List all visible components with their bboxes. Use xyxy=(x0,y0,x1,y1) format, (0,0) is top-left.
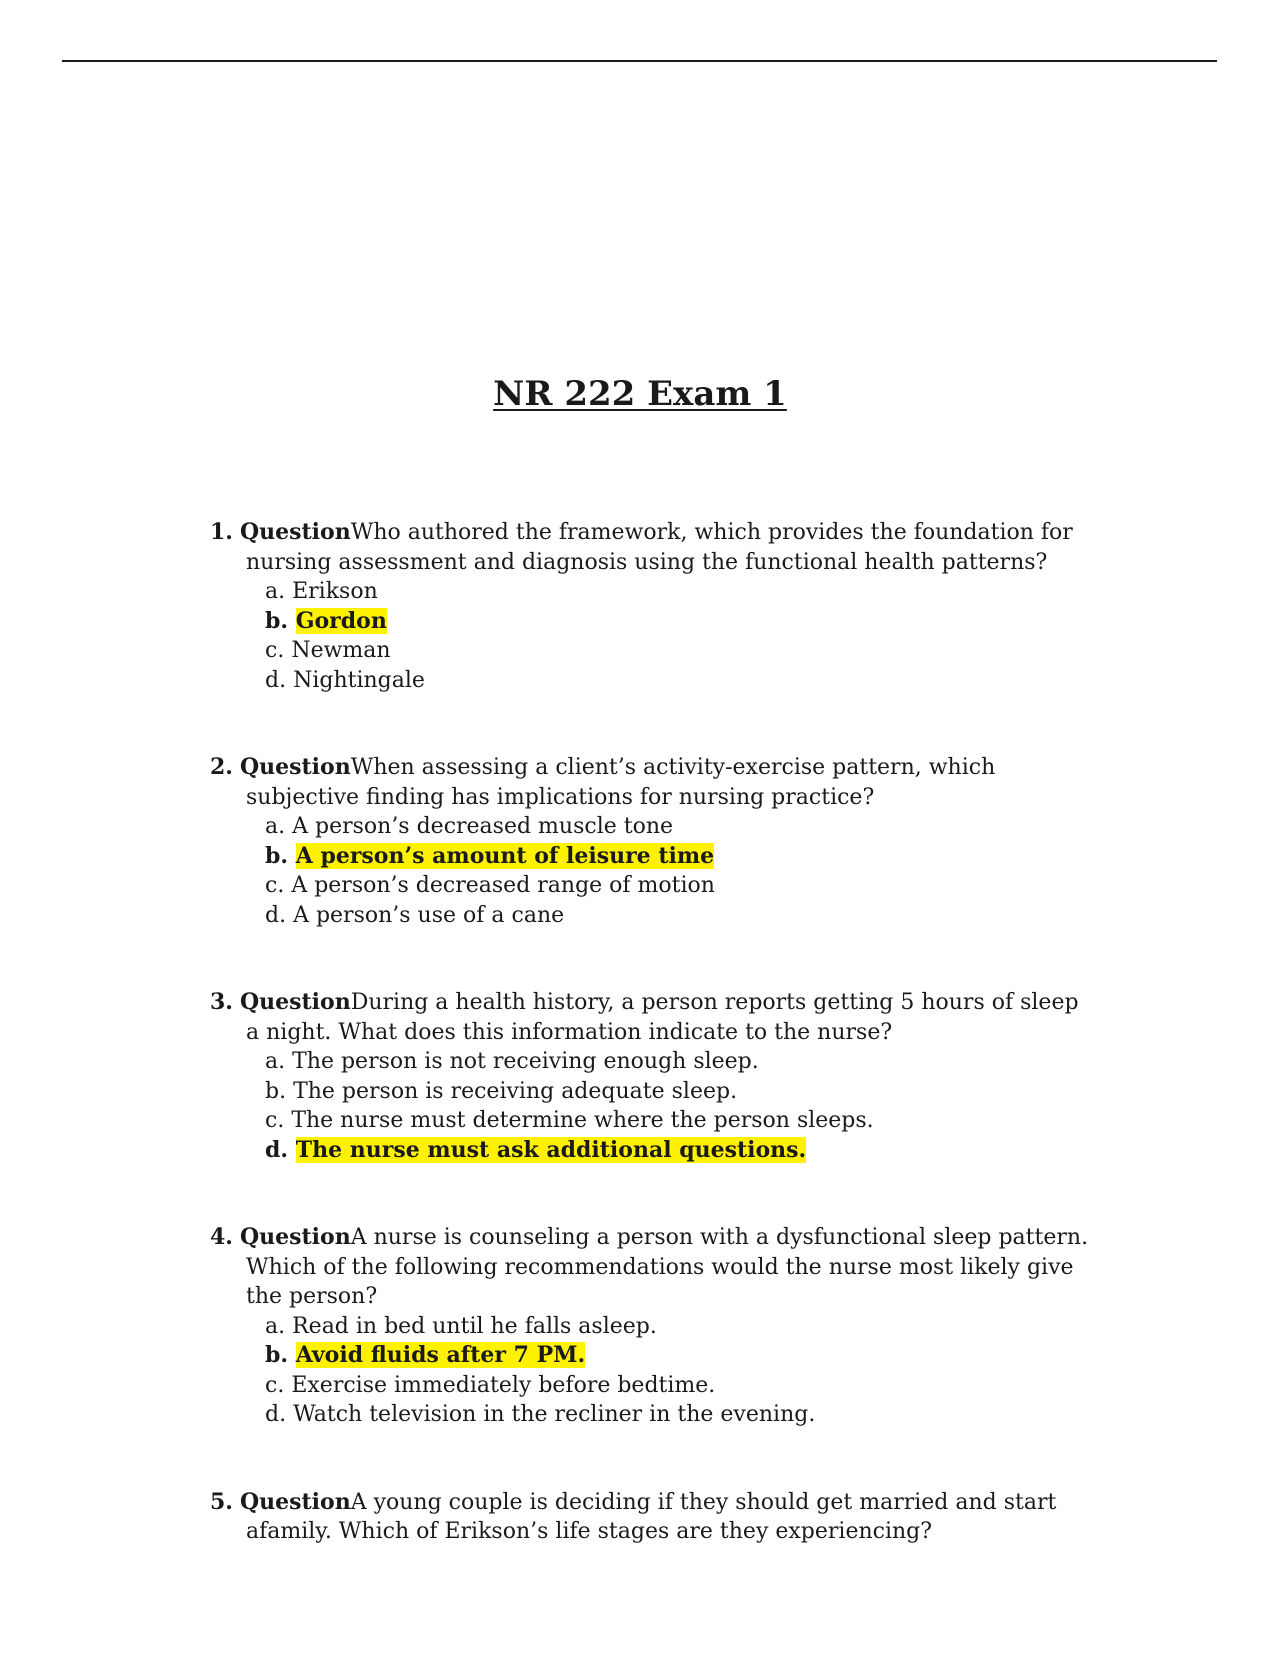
option-letter: c. xyxy=(265,1372,285,1398)
question-text: When assessing a client’s activity-exercise pattern, which subjective finding has implications for nursing practice? xyxy=(246,755,996,810)
option-letter: d. xyxy=(265,667,287,693)
answer-option xyxy=(265,577,1090,607)
question-stem xyxy=(210,1223,1090,1312)
question-text: A young couple is deciding if they should get married and start afamily. Which of Erikson’s life stages are they experiencing? xyxy=(246,1489,1057,1544)
option-text: Read in bed until he falls asleep. xyxy=(292,1313,657,1339)
answer-option xyxy=(265,1371,1090,1401)
answer-options xyxy=(210,577,1090,695)
question-1 xyxy=(210,518,1090,695)
question-stem xyxy=(210,753,1090,812)
page-title: NR 222 Exam 1 xyxy=(493,374,787,414)
question-number: 1. xyxy=(210,519,233,545)
answer-options xyxy=(210,812,1090,930)
option-letter: a. xyxy=(265,1313,286,1339)
option-letter: b. xyxy=(265,1078,287,1104)
option-letter: a. xyxy=(265,1049,286,1074)
option-letter: a. xyxy=(265,579,286,604)
option-text: The nurse must determine where the person sleeps. xyxy=(291,1108,874,1133)
option-letter: a. xyxy=(265,814,286,839)
answer-options xyxy=(210,1312,1090,1430)
question-label: Question xyxy=(239,519,351,545)
question-text: During a health history, a person reports getting 5 hours of sleep a night. What does this information indicate to the nurse? xyxy=(246,990,1079,1045)
highlighted-answer-text: Avoid fluids after 7 PM. xyxy=(295,1342,586,1368)
question-5 xyxy=(210,1488,1090,1547)
option-text: Exercise immediately before bedtime. xyxy=(291,1372,716,1398)
option-letter: d. xyxy=(265,1402,287,1427)
question-number: 2. xyxy=(210,754,233,780)
option-text: Newman xyxy=(291,638,391,663)
answer-option-correct xyxy=(265,1341,1090,1371)
answer-option xyxy=(265,1400,1090,1430)
answer-option xyxy=(265,1047,1090,1077)
answer-option-correct xyxy=(265,842,1090,872)
option-text: A person’s decreased muscle tone xyxy=(292,814,674,839)
question-label: Question xyxy=(239,989,351,1015)
question-stem xyxy=(210,988,1090,1047)
question-label: Question xyxy=(239,1224,351,1250)
option-letter: d. xyxy=(265,902,287,928)
highlighted-answer-text: Gordon xyxy=(295,607,387,634)
option-text: A person’s use of a cane xyxy=(293,902,565,928)
option-letter: b. xyxy=(265,607,289,634)
answer-options xyxy=(210,1047,1090,1165)
highlighted-answer-text: The nurse must ask additional questions. xyxy=(295,1136,807,1163)
answer-option xyxy=(265,636,1090,666)
option-text: Nightingale xyxy=(293,667,425,693)
question-number: 4. xyxy=(210,1224,233,1250)
answer-option xyxy=(265,666,1090,696)
option-letter: c. xyxy=(265,638,285,663)
option-letter: c. xyxy=(265,873,285,898)
question-3 xyxy=(210,988,1090,1165)
question-stem xyxy=(210,518,1090,577)
question-stem xyxy=(210,1488,1090,1547)
option-text: Erikson xyxy=(292,579,378,604)
answer-option xyxy=(265,1077,1090,1107)
answer-option xyxy=(265,871,1090,901)
option-letter: c. xyxy=(265,1108,285,1133)
highlighted-answer-text: A person’s amount of leisure time xyxy=(295,842,715,869)
answer-option xyxy=(265,1106,1090,1136)
question-2 xyxy=(210,753,1090,930)
option-text: A person’s decreased range of motion xyxy=(291,873,715,898)
option-text: The person is receiving adequate sleep. xyxy=(293,1078,738,1104)
answer-option xyxy=(265,901,1090,931)
option-letter: b. xyxy=(265,1342,289,1368)
option-letter: d. xyxy=(265,1136,289,1163)
answer-option xyxy=(265,1312,1090,1342)
answer-option-correct xyxy=(265,1136,1090,1166)
option-letter: b. xyxy=(265,842,289,869)
option-text: The person is not receiving enough sleep. xyxy=(292,1049,759,1074)
question-text: Who authored the framework, which provides the foundation for nursing assessment and diagnosis using the functional health patterns? xyxy=(246,520,1073,575)
question-number: 5. xyxy=(210,1488,233,1515)
question-text: A nurse is counseling a person with a dysfunctional sleep pattern. Which of the following recommendations would the nurse most likely give the person? xyxy=(246,1225,1089,1309)
answer-option xyxy=(265,812,1090,842)
question-4 xyxy=(210,1223,1090,1430)
question-list xyxy=(210,518,1090,1605)
question-number: 3. xyxy=(210,989,233,1015)
top-rule xyxy=(62,60,1217,62)
answer-option-correct xyxy=(265,607,1090,637)
question-label: Question xyxy=(239,754,351,780)
question-label: Question xyxy=(239,1488,351,1515)
option-text: Watch television in the recliner in the evening. xyxy=(293,1402,816,1427)
